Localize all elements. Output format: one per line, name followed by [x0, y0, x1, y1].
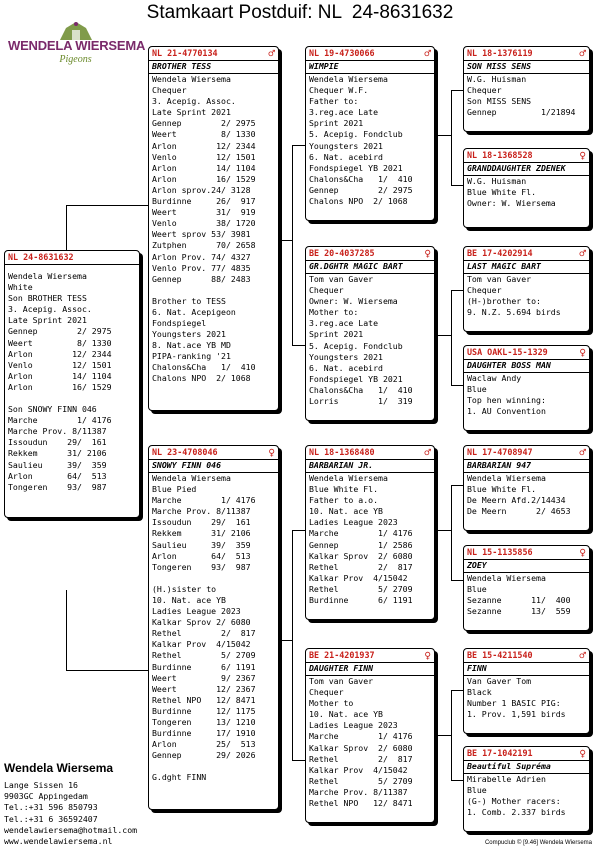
pedigree-line: Chequer — [467, 85, 502, 96]
pedigree-line: Lorris 1/ 319 — [309, 396, 413, 407]
pedigree-line: Mother to: — [309, 307, 359, 318]
pedigree-line: Saulieu 39/ 359 — [8, 459, 107, 470]
phone-line: Tel.:+31 596 850793 — [4, 802, 98, 813]
male-icon: ♂ — [579, 246, 586, 260]
pedigree-line: Venlo Prov. 77/ 4835 — [152, 262, 251, 273]
pedigree-line: Kalkar Sprov 2/ 6080 — [309, 742, 413, 753]
pedigree-line: Gennep 88/ 2483 — [152, 273, 251, 284]
pedigree-line: Fondspiegel YB 2021 — [309, 162, 403, 173]
ring-number: NL 17-4708947 — [467, 446, 533, 457]
pedigree-lines — [309, 687, 431, 809]
pedigree-lines — [467, 687, 586, 720]
ring-number: BE 20-4037285 — [309, 247, 375, 258]
connector — [451, 690, 452, 780]
pedigree-line: Gennep 1/ 2586 — [309, 539, 413, 550]
ring-header — [464, 649, 589, 663]
subject-ring-header — [5, 251, 139, 265]
logo-subtitle: Pigeons — [59, 54, 92, 65]
pedigree-line — [152, 573, 275, 584]
breeder-name: Tom van Gaver — [467, 274, 532, 284]
pedigree-line: Chequer — [309, 285, 344, 296]
pedigree-line: Burdinne 26/ 917 — [152, 196, 256, 207]
pedigree-line: Gennep 2/ 2975 — [309, 184, 413, 195]
breeder-name: Tom van Gaver — [309, 274, 374, 284]
pedigree-line: Venlo 12/ 1501 — [8, 359, 112, 370]
breeder-name: Wendela Wiersema — [467, 473, 546, 483]
pedigree-line: Rekkem 31/ 2106 — [8, 448, 107, 459]
ring-header — [464, 446, 589, 460]
pedigree-line: Tongeren 93/ 987 — [152, 561, 251, 572]
ring-number: BE 17-4202914 — [467, 247, 533, 258]
breeder-name: Tom van Gaver — [309, 676, 374, 686]
pedigree-lines — [467, 285, 586, 318]
pedigree-line: Sprint 2021 — [309, 118, 364, 129]
ring-number: BE 21-4201937 — [309, 649, 375, 660]
pedigree-line: Rethel 5/ 2709 — [309, 775, 413, 786]
breeder-name: Wendela Wiersema — [152, 74, 231, 84]
pedigree-line: Arlon 25/ 513 — [152, 739, 256, 750]
breeder-name: Van Gaver Tom — [467, 676, 532, 686]
pigeon-name: SNOWY FINN 046 — [149, 460, 278, 473]
pigeon-name: DAUGHTER FINN — [306, 663, 434, 676]
pedigree-line — [152, 285, 275, 296]
pedigree-line: 6. Nat. Acepigeon — [152, 306, 236, 317]
pedigree-line: Marche Prov. 8/11387 — [8, 426, 107, 437]
male-icon: ♂ — [268, 46, 275, 60]
pedigree-lines — [152, 85, 275, 384]
pedigree-line: Burdinne 12/ 1175 — [152, 705, 256, 716]
pigeon-name: BROTHER TESS — [149, 61, 278, 74]
ring-header — [306, 649, 434, 663]
male-icon: ♂ — [424, 46, 431, 60]
pedigree-line: (H-)brother to: — [467, 296, 541, 307]
logo-name: WENDELA WIERSEMA — [8, 38, 146, 53]
breeder-name: Wendela Wiersema — [152, 473, 231, 483]
pedigree-line: Rethel 2/ 817 — [309, 561, 413, 572]
pedigree-line: White — [8, 282, 33, 293]
pigeon-name: Beautiful Supréma — [464, 761, 589, 774]
pigeon-name: GRANDDAUGHTER ZDENEK — [464, 163, 589, 176]
pedigree-line: PIPA-ranking '21 — [152, 351, 231, 362]
pedigree-line: Fondspiegel — [152, 317, 207, 328]
pigeon-name: BARBARIAN 947 — [464, 460, 589, 473]
pedigree-line: Arlon sprov.24/ 3128 — [152, 184, 251, 195]
pedigree-line: Late Sprint 2021 — [152, 107, 231, 118]
ring-header — [464, 747, 589, 761]
connector — [451, 90, 452, 185]
great-grandparent-card[interactable] — [463, 46, 590, 132]
pedigree-line: Kalkar Prov 4/15042 — [309, 764, 408, 775]
connector — [278, 640, 292, 641]
pedigree-line: Arlon 14/ 1104 — [152, 162, 256, 173]
pedigree-line: Weert 8/ 1330 — [152, 129, 256, 140]
connector — [292, 145, 306, 146]
breeder-name: Waclaw Andy — [467, 373, 522, 383]
pedigree-line: 5. Acepig. Fondclub — [309, 129, 403, 140]
pedigree-line: Issoudun 29/ 161 — [8, 437, 107, 448]
connector — [434, 530, 451, 531]
pedigree-line: Rethel 2/ 817 — [152, 628, 256, 639]
dam-dam-card[interactable] — [305, 648, 435, 823]
ring-header — [306, 247, 434, 261]
great-grandparent-card[interactable] — [463, 246, 590, 332]
connector — [434, 735, 451, 736]
pedigree-lines — [467, 785, 586, 818]
pedigree-line: Chalons&Cha 1/ 410 — [309, 384, 413, 395]
pedigree-line: Kalkar Sprov 2/ 6080 — [152, 617, 251, 628]
ring-number: BE 17-1042191 — [467, 747, 533, 758]
pedigree-line: Rekkem 31/ 2106 — [152, 528, 251, 539]
pedigree-line: Zutphen 70/ 2658 — [152, 240, 256, 251]
connector — [66, 205, 67, 250]
pedigree-line: Father to a.o. — [309, 495, 379, 506]
connector — [292, 760, 306, 761]
pedigree-line: Youngsters 2021 — [309, 351, 383, 362]
great-grandparent-card[interactable] — [463, 545, 590, 631]
pedigree-line: Rethel 5/ 2709 — [152, 650, 256, 661]
ring-header — [149, 47, 278, 61]
male-icon: ♂ — [579, 445, 586, 459]
pedigree-line: 10. Nat. ace YB — [309, 506, 383, 517]
page-title: Stamkaart Postduif: NL 24-8631632 — [146, 2, 454, 23]
ring-number: USA OAKL-15-1329 — [467, 346, 548, 357]
pedigree-lines — [467, 484, 586, 517]
connector — [292, 530, 293, 760]
pigeon-name: SON MISS SENS — [464, 61, 589, 74]
pedigree-line: Marche 1/ 4176 — [8, 415, 112, 426]
pedigree-line: 1. AU Convention — [467, 406, 546, 417]
pedigree-line: G.dght FINN — [152, 772, 207, 783]
pedigree-line: Burdinne 17/ 1910 — [152, 728, 256, 739]
pedigree-line: De Meern Afd.2/14434 — [467, 495, 566, 506]
breeder-name: W.G. Huisman — [467, 74, 527, 84]
female-icon: ♀ — [579, 746, 586, 760]
pedigree-line: Arlon 64/ 513 — [152, 550, 251, 561]
pedigree-line: Marche 1/ 4176 — [309, 731, 413, 742]
pedigree-line: Wendela Wiersema — [8, 271, 87, 281]
pedigree-line: Arlon 16/ 1529 — [8, 381, 112, 392]
footer-credit: Compuclub © [9.46] Wendela Wiersema — [484, 840, 592, 846]
pedigree-line: Burdinne 6/ 1191 — [309, 595, 413, 606]
connector — [292, 145, 293, 345]
pedigree-line: Mother to — [309, 698, 354, 709]
pigeon-name: DAUGHTER BOSS MAN — [464, 360, 589, 373]
pedigree-line: Chalons&Cha 1/ 410 — [309, 173, 413, 184]
pedigree-line: Chequer — [309, 687, 344, 698]
pedigree-line: Youngsters 2021 — [309, 140, 383, 151]
connector — [66, 205, 148, 206]
connector — [66, 590, 67, 670]
female-icon: ♀ — [579, 345, 586, 359]
great-grandparent-card[interactable] — [463, 746, 590, 832]
pedigree-lines — [467, 85, 586, 118]
pedigree-line: Gennep 2/ 2975 — [8, 326, 112, 337]
pedigree-line: Chalons NPO 2/ 1068 — [152, 373, 251, 384]
pedigree-line: Saulieu 39/ 359 — [152, 539, 251, 550]
address-line: Lange Sissen 16 — [4, 780, 78, 790]
connector — [451, 290, 452, 385]
pedigree-line: 6. Nat. acebird — [309, 362, 383, 373]
breeder-name: Wendela Wiersema — [309, 473, 388, 483]
pedigree-line: Weert 8/ 1330 — [8, 337, 112, 348]
pigeon-name: GR.DGHTR MAGIC BART — [306, 261, 434, 274]
pedigree-line: Marche Prov. 8/11387 — [152, 506, 251, 517]
pedigree-line: Rethel 5/ 2709 — [309, 583, 413, 594]
pedigree-line: Father to: — [309, 96, 359, 107]
pedigree-line: Chalons&Cha 1/ 410 — [152, 362, 256, 373]
pedigree-line: 1. Comb. 2.337 birds — [467, 807, 566, 818]
owner-contact — [4, 760, 154, 847]
dam-card[interactable] — [148, 445, 279, 810]
ring-number: NL 18-1376119 — [467, 47, 533, 58]
ring-header — [464, 247, 589, 261]
pedigree-line: (G-) Mother racers: — [467, 796, 561, 807]
connector — [278, 240, 292, 241]
female-icon: ♀ — [424, 648, 431, 662]
address-line: 9903GC Appingedam — [4, 791, 88, 802]
pedigree-line: 10. Nat. ace YB — [309, 709, 383, 720]
pedigree-line: Chalons NPO 2/ 1068 — [309, 196, 408, 207]
pedigree-lines — [152, 484, 275, 783]
female-icon: ♀ — [579, 148, 586, 162]
pedigree-line: 3.reg.ace Late — [309, 107, 379, 118]
pedigree-line: 3.reg.ace Late — [309, 318, 379, 329]
great-grandparent-card[interactable] — [463, 345, 590, 431]
pedigree-line: Chequer — [152, 85, 187, 96]
connector — [434, 335, 451, 336]
pedigree-line: 3. Acepig. Assoc. — [152, 96, 236, 107]
ring-number: BE 15-4211540 — [467, 649, 533, 660]
pigeon-name: LAST MAGIC BART — [464, 261, 589, 274]
pedigree-line: Ladies League 2023 — [152, 606, 241, 617]
pedigree-line: Burdinne 6/ 1191 — [152, 661, 256, 672]
pedigree-lines — [467, 187, 586, 209]
connector — [451, 485, 452, 580]
pedigree-line: Arlon 12/ 2344 — [152, 140, 256, 151]
female-icon: ♀ — [268, 445, 275, 459]
pigeon-name: ZOEY — [464, 560, 589, 573]
breeder-name: W.G. Huisman — [467, 176, 527, 186]
pedigree-line: Issoudun 29/ 161 — [152, 517, 251, 528]
pedigree-line: Son SNOWY FINN 046 — [8, 404, 97, 415]
pedigree-lines — [309, 484, 431, 606]
pedigree-line: Blue — [467, 384, 487, 395]
female-icon: ♀ — [424, 246, 431, 260]
sire-card[interactable] — [148, 46, 279, 411]
dam-sire-card[interactable] — [305, 445, 435, 620]
pedigree-line: Sezanne 11/ 400 — [467, 595, 571, 606]
pedigree-line: Arlon 16/ 1529 — [152, 173, 256, 184]
pedigree-line: Arlon 12/ 2344 — [8, 348, 112, 359]
pedigree-line: Chequer — [467, 285, 502, 296]
sire-dam-card[interactable] — [305, 246, 435, 421]
pigeon-name: FINN — [464, 663, 589, 676]
ring-header — [149, 446, 278, 460]
ring-header — [464, 546, 589, 560]
pigeon-name: BARBARIAN JR. — [306, 460, 434, 473]
logo — [8, 18, 146, 73]
great-grandparent-card[interactable] — [463, 148, 590, 228]
pedigree-line: 3. Acepig. Assoc. — [8, 304, 92, 315]
ring-number: NL 19-4730066 — [309, 47, 375, 58]
pedigree-line: Rethel 2/ 817 — [309, 753, 413, 764]
ring-header — [306, 47, 434, 61]
breeder-name: Wendela Wiersema — [467, 573, 546, 583]
pedigree-line: Son MISS SENS — [467, 96, 532, 107]
owner-name: Wendela Wiersema — [4, 761, 114, 775]
great-grandparent-card[interactable] — [463, 648, 590, 734]
breeder-name: Wendela Wiersema — [309, 74, 388, 84]
pedigree-lines — [309, 285, 431, 407]
pedigree-line: Late Sprint 2021 — [8, 315, 87, 326]
pedigree-line: 5. Acepig. Fondclub — [309, 340, 403, 351]
ring-header — [464, 346, 589, 360]
pedigree-line: 1. Prov. 1,591 birds — [467, 709, 566, 720]
pedigree-line: Venlo 12/ 1501 — [152, 151, 256, 162]
pedigree-line: De Meern 2/ 4653 — [467, 506, 571, 517]
pedigree-line: Chequer W.F. — [309, 85, 369, 96]
pedigree-line: Tongeren 13/ 1210 — [152, 716, 256, 727]
connector — [66, 670, 148, 671]
pedigree-line: Youngsters 2021 — [152, 329, 226, 340]
pedigree-line: 10. Nat. ace YB — [152, 594, 226, 605]
pedigree-line: Owner: W. Wiersema — [467, 198, 556, 209]
pedigree-line: 6. Nat. acebird — [309, 151, 383, 162]
pedigree-lines — [467, 584, 586, 617]
pedigree-line: Kalkar Prov 4/15042 — [152, 639, 251, 650]
pedigree-line: Blue White Fl. — [467, 187, 537, 198]
pedigree-line: Weert 31/ 919 — [152, 207, 256, 218]
pedigree-lines — [8, 271, 136, 493]
ring-number: NL 21-4770134 — [152, 47, 218, 58]
pedigree-line: Blue — [467, 785, 487, 796]
pedigree-line: Owner: W. Wiersema — [309, 296, 398, 307]
connector — [292, 345, 306, 346]
pedigree-line: Arlon Prov. 74/ 4327 — [152, 251, 251, 262]
pedigree-line — [8, 393, 136, 404]
pedigree-line: Ladies League 2023 — [309, 720, 398, 731]
great-grandparent-card[interactable] — [463, 445, 590, 531]
pedigree-line: 9. N.Z. 5.694 birds — [467, 307, 561, 318]
connector — [434, 135, 451, 136]
pedigree-line: Weert 9/ 2367 — [152, 672, 256, 683]
ring-number: NL 23-4708046 — [152, 446, 218, 457]
pigeon-name: WIMPIE — [306, 61, 434, 74]
ring-header — [464, 149, 589, 163]
website-link[interactable]: www.wendelawiersema.nl — [4, 836, 113, 847]
pedigree-line: Gennep 1/21894 — [467, 107, 576, 118]
pedigree-line: Top hen winning: — [467, 395, 546, 406]
pedigree-line: Rethel NPO 12/ 8471 — [309, 798, 413, 809]
pedigree-line: Black — [467, 687, 492, 698]
subject-card[interactable] — [4, 250, 140, 518]
pedigree-line: Arlon 64/ 513 — [8, 470, 107, 481]
pedigree-line: Ladies League 2023 — [309, 517, 398, 528]
pedigree-line: Kalkar Sprov 2/ 6080 — [309, 550, 413, 561]
pedigree-line: Weert sprov 53/ 3981 — [152, 229, 251, 240]
pedigree-lines — [309, 85, 431, 207]
pedigree-line: 8. Nat.ace YB MD — [152, 340, 231, 351]
ring-header — [306, 446, 434, 460]
pedigree-line: Gennep 29/ 2026 — [152, 750, 256, 761]
pedigree-line: Marche 1/ 4176 — [309, 528, 413, 539]
pedigree-line: Fondspiegel YB 2021 — [309, 373, 403, 384]
pedigree-line: Blue White Fl. — [309, 484, 379, 495]
ring-number: NL 24-8631632 — [8, 251, 74, 262]
pedigree-line: Rethel NPO 12/ 8471 — [152, 694, 256, 705]
pedigree-line: Venlo 38/ 1720 — [152, 218, 256, 229]
sire-sire-card[interactable] — [305, 46, 435, 221]
connector — [292, 530, 306, 531]
breeder-name: Mirabelle Adrien — [467, 774, 546, 784]
pedigree-line: Sezanne 13/ 559 — [467, 606, 571, 617]
pedigree-line: Gennep 2/ 2975 — [152, 118, 256, 129]
pedigree-line: Kalkar Prov 4/15042 — [309, 572, 408, 583]
ring-number: NL 15-1135856 — [467, 546, 533, 557]
female-icon: ♀ — [579, 545, 586, 559]
pedigree-line: Brother to TESS — [152, 295, 226, 306]
pedigree-line: (H.)sister to — [152, 583, 217, 594]
email-link[interactable]: wendelawiersema@hotmail.com — [4, 824, 138, 835]
ring-header — [464, 47, 589, 61]
pedigree-line: Blue White Fl. — [467, 484, 537, 495]
pedigree-lines — [467, 384, 586, 417]
pedigree-line: Blue — [467, 584, 487, 595]
male-icon: ♂ — [579, 46, 586, 60]
male-icon: ♂ — [579, 648, 586, 662]
ring-number: NL 18-1368480 — [309, 446, 375, 457]
pedigree-line: Blue Pied — [152, 484, 197, 495]
pedigree-line: Tongeren 93/ 987 — [8, 481, 107, 492]
phone-line: Tel.:+31 6 36592407 — [4, 813, 98, 824]
ring-number: NL 18-1368528 — [467, 149, 533, 160]
pedigree-line: Marche Prov. 8/11387 — [309, 786, 408, 797]
pedigree-line: Sprint 2021 — [309, 329, 364, 340]
pedigree-line: Son BROTHER TESS — [8, 293, 87, 304]
pedigree-line: Marche 1/ 4176 — [152, 495, 256, 506]
pedigree-line: Number 1 BASIC PIG: — [467, 698, 561, 709]
male-icon: ♂ — [424, 445, 431, 459]
pedigree-line: Arlon 14/ 1104 — [8, 370, 112, 381]
pedigree-line: Weert 12/ 2367 — [152, 683, 256, 694]
pedigree-line — [152, 761, 275, 772]
